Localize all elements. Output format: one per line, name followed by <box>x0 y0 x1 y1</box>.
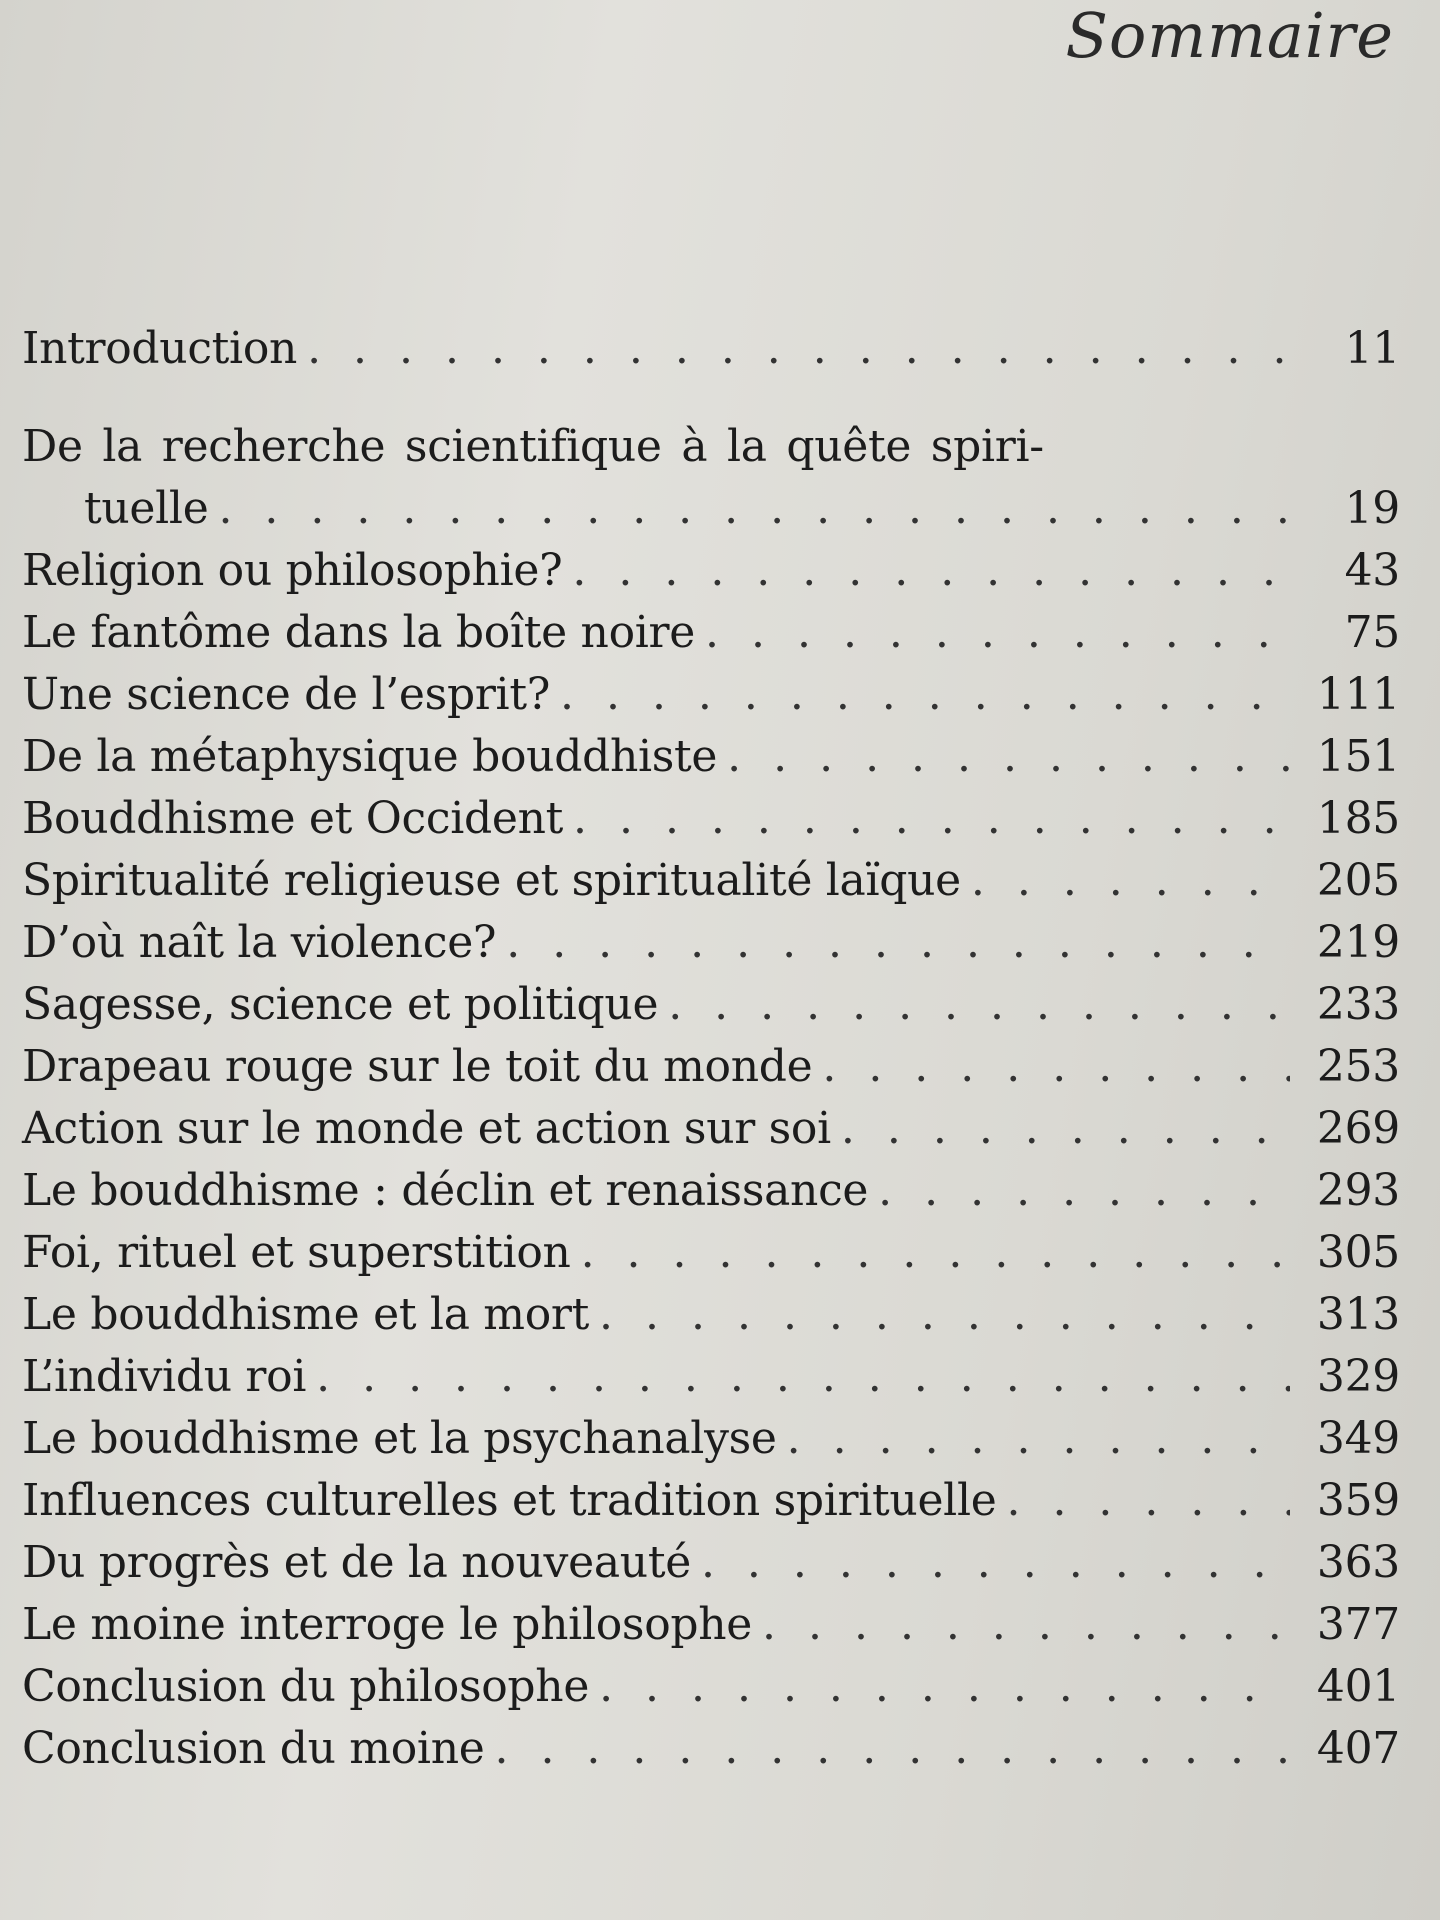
dot-leader <box>868 1160 1290 1222</box>
dot-leader <box>297 318 1290 380</box>
toc-entry-page: 293 <box>1316 1165 1400 1216</box>
toc-entry <box>22 1718 1400 1780</box>
toc-entry <box>22 1656 1400 1718</box>
dot-leader <box>571 1222 1290 1284</box>
dot-leader <box>550 664 1290 726</box>
toc-entry-introduction <box>22 318 1400 380</box>
toc-entry-page: 329 <box>1316 1351 1400 1402</box>
dot-leader <box>589 1284 1290 1346</box>
toc-entry-page: 75 <box>1344 607 1400 658</box>
toc-entry-title: Influences culturelles et tradition spirituelle <box>22 1475 997 1526</box>
toc-entry-title: Spiritualité religieuse et spiritualité laïque <box>22 855 961 906</box>
toc-entry-title: Le bouddhisme et la psychanalyse <box>22 1413 777 1464</box>
toc-entry-page: 11 <box>1344 323 1400 374</box>
toc-entry-title: Une science de l’esprit? <box>22 669 550 720</box>
toc-entry <box>22 726 1400 788</box>
toc-entry-page: 313 <box>1316 1289 1400 1340</box>
toc-entry-page: 233 <box>1316 979 1400 1030</box>
toc-entry-title: D’où naît la violence? <box>22 917 497 968</box>
toc-entry-page: 185 <box>1316 793 1400 844</box>
toc-entry <box>22 788 1400 850</box>
toc-entry-page: 407 <box>1316 1723 1400 1774</box>
dot-leader <box>208 478 1290 540</box>
dot-leader <box>812 1036 1290 1098</box>
toc-entry <box>22 850 1400 912</box>
toc-entry-title: Le bouddhisme et la mort <box>22 1289 590 1340</box>
toc-entry <box>22 1160 1400 1222</box>
dot-leader <box>831 1098 1290 1160</box>
toc-entry-first-chapter <box>22 416 1400 540</box>
toc-entry-title: Introduction <box>22 323 298 374</box>
toc-entry-title: Action sur le monde et action sur soi <box>22 1103 831 1154</box>
toc-entry-page: 219 <box>1316 917 1400 968</box>
table-of-contents <box>22 318 1400 1780</box>
toc-entry <box>22 1346 1400 1408</box>
dot-leader <box>589 1656 1290 1718</box>
toc-entry-page: 401 <box>1316 1661 1400 1712</box>
toc-entry-page: 253 <box>1316 1041 1400 1092</box>
toc-entry-title: Religion ou philosophie? <box>22 545 563 596</box>
dot-leader <box>562 540 1290 602</box>
dot-leader <box>691 1532 1290 1594</box>
toc-entry-title: De la métaphysique bouddhiste <box>22 731 718 782</box>
dot-leader <box>996 1470 1290 1532</box>
dot-leader <box>306 1346 1290 1408</box>
toc-entry-title: Drapeau rouge sur le toit du monde <box>22 1041 813 1092</box>
dot-leader <box>717 726 1290 788</box>
toc-entry <box>22 1594 1400 1656</box>
toc-entry-title: Le bouddhisme : déclin et renaissance <box>22 1165 869 1216</box>
toc-entry <box>22 540 1400 602</box>
toc-entry-title: Conclusion du moine <box>22 1723 485 1774</box>
toc-entry-page: 19 <box>1344 483 1400 534</box>
toc-entry <box>22 602 1400 664</box>
toc-entry-page: 151 <box>1316 731 1400 782</box>
toc-entry <box>22 1036 1400 1098</box>
dot-leader <box>658 974 1290 1036</box>
dot-leader <box>484 1718 1290 1780</box>
toc-entry <box>22 1532 1400 1594</box>
toc-entry-page: 305 <box>1316 1227 1400 1278</box>
toc-entry <box>22 1284 1400 1346</box>
toc-entry-title: Du progrès et de la nouveauté <box>22 1537 691 1588</box>
dot-leader <box>752 1594 1290 1656</box>
toc-entry-continuation <box>22 478 1400 540</box>
toc-entry-title-line2: tuelle <box>84 483 209 534</box>
dot-leader <box>961 850 1290 912</box>
toc-entry <box>22 1408 1400 1470</box>
toc-entry-page: 363 <box>1316 1537 1400 1588</box>
page-title: Sommaire <box>1065 0 1394 72</box>
dot-leader <box>496 912 1290 974</box>
dot-leader <box>695 602 1290 664</box>
toc-entry-title: Bouddhisme et Occident <box>22 793 563 844</box>
toc-entry-title: Foi, rituel et superstition <box>22 1227 571 1278</box>
toc-entry-page: 269 <box>1316 1103 1400 1154</box>
toc-entry-title-line1: De la recherche scientifique à la quête spiri- <box>22 421 1044 472</box>
toc-entry-page: 205 <box>1316 855 1400 906</box>
toc-entry-page: 349 <box>1316 1413 1400 1464</box>
toc-entry-title: Conclusion du philosophe <box>22 1661 590 1712</box>
toc-entry <box>22 912 1400 974</box>
toc-entry <box>22 1222 1400 1284</box>
dot-leader <box>563 788 1290 850</box>
toc-entry-title: Le moine interroge le philosophe <box>22 1599 753 1650</box>
toc-entry-page: 111 <box>1316 669 1400 720</box>
toc-entry <box>22 1098 1400 1160</box>
toc-entry-page: 377 <box>1316 1599 1400 1650</box>
toc-entry <box>22 1470 1400 1532</box>
toc-entry-title: Sagesse, science et politique <box>22 979 659 1030</box>
dot-leader <box>777 1408 1290 1470</box>
toc-entry <box>22 664 1400 726</box>
toc-list <box>22 540 1400 1780</box>
toc-entry-page: 359 <box>1316 1475 1400 1526</box>
toc-entry-title: L’individu roi <box>22 1351 307 1402</box>
toc-entry-page: 43 <box>1344 545 1400 596</box>
toc-entry-title: Le fantôme dans la boîte noire <box>22 607 696 658</box>
toc-entry <box>22 974 1400 1036</box>
